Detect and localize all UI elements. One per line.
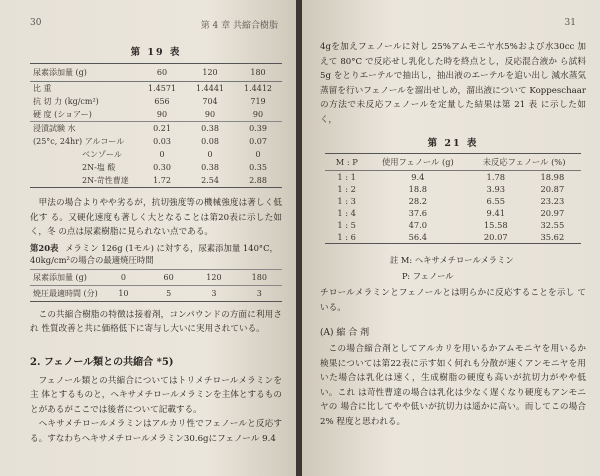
table-row: 1 : 1 9.4 1.78 18.98 xyxy=(337,172,565,182)
paragraph: この場合縮合剤としてアルカリを用いるかアムモニヤを用いるか 検果については第22表に示す如く何れも分散が速くアンモニヤを用いた場合は乳化は速く，生成樹脂の硬度も高いが抗切力がやや低い。これ は苛性曹達の場合は乳化は少なく遅くなり硬度もアンモニヤの 場合に比してやや低いが抗切力は遥かに高い。而してこの場合 2% 程度と思われる。 xyxy=(320,344,586,427)
table-19 xyxy=(30,63,282,188)
note-p: P: フェノール xyxy=(402,271,454,281)
table-row: 尿素添加量 (g) 60 120 180 xyxy=(30,64,282,82)
table-row: 尿素添加量 (g) 0 60 120 180 xyxy=(30,269,282,285)
paragraph: チロールメラミンとフェノールとは明らかに反応することを示し ている。 xyxy=(320,288,586,313)
table-20-label: 第20表 xyxy=(30,242,59,253)
note-m: 註 M: ヘキサメチロールメラミン xyxy=(390,255,514,265)
table-row: 比 重 1.4571 1.4441 1.4412 xyxy=(33,84,272,93)
right-running-head xyxy=(320,18,586,40)
section-heading: 2. フェノール類との共縮合 *5) xyxy=(30,356,174,368)
table-row: 2N-塩 酸 0.30 0.38 0.35 xyxy=(82,163,267,172)
table-row: 1 : 4 37.6 9.41 20.97 xyxy=(337,208,565,218)
table-row: 2N-苛性曹達 1.72 2.54 2.88 xyxy=(82,176,267,185)
right-page xyxy=(302,0,600,476)
table-row: ベンゾール 0 0 0 xyxy=(82,150,261,159)
table-row: 1 : 6 56.4 20.07 35.62 xyxy=(337,232,565,242)
table-19-title: 第 19 表 xyxy=(130,47,182,58)
table-21-notes xyxy=(390,252,586,284)
left-page xyxy=(0,0,296,476)
table-21 xyxy=(325,153,580,244)
table-row: 焼圧最適時間 (分) 10 5 3 3 xyxy=(30,285,282,301)
table-row: M : P 使用フェノール (g) 未反応フェノール (%) xyxy=(325,154,580,171)
table-20 xyxy=(30,269,282,302)
table-row: 硬 度 (ショアー) 90 90 90 xyxy=(33,110,264,119)
table-row: (25°c, 24hr) アルコール 0.03 0.08 0.07 xyxy=(33,137,267,146)
table-row: 1 : 3 28.2 6.55 23.23 xyxy=(337,196,565,206)
table-20-caption xyxy=(30,242,282,266)
subsection-heading: (A) 縮 合 剤 xyxy=(320,328,370,338)
table-row: 1 : 5 47.0 15.58 32.55 xyxy=(337,220,565,230)
table-21-title: 第 21 表 xyxy=(427,138,479,149)
paragraph: フェノール類との共縮合についてはトリメチロールメラミンを主 体とするものと，ヘキサメチロールメラミンを主体とするものとがあるがここでは後者について記載する。 xyxy=(30,375,282,415)
table-row: 浸漬試験 水 0.21 0.38 0.39 xyxy=(30,122,282,136)
paragraph: 4gを加えフェノールに対し 25%アムモニヤ水5%および水30cc 加えて 80°C で反応せし乳化した時を終点とし，反応混合液か ら試料 5g をとりエーテルで抽出し，抽出液のエーテルを追い出し 減水蒸気蒸留を行いフェノールを溜出せしめ，溜出液について Koppeschaar の方法で未反応フェノールを定量した結果は第 21 表 に示した如く， xyxy=(320,42,586,125)
right-page-number: 31 xyxy=(564,18,576,28)
left-running-head xyxy=(30,18,282,40)
chapter-header: 第 4 章 共縮合樹脂 xyxy=(200,21,278,31)
table-row: 抗 切 力 (kg/cm²) 656 704 719 xyxy=(33,97,266,106)
table-20-caption-text: メラミン 126g (1モル) に対する，尿素添加量 140°C，40kg/cm²の場合の最適焼圧時間 xyxy=(30,242,278,265)
left-page-number: 30 xyxy=(30,18,42,28)
paragraph: 甲法の場合よりやや劣るが，抗切強度等の機械強度は著しく低化す る。又硬化速度も著しく大となることは第20表に示した如く，冬 の点は尿素樹脂に見られない点である。 xyxy=(30,198,282,237)
paragraph: ヘキサメチロールメラミンはアルカリ性でフェノールと反応す る。すなわちヘキサメチロールメラミン30.6gにフェノール 9.4 xyxy=(30,419,282,444)
paragraph: この共縮合樹脂の特徴は接着剤，コンパウンドの方面に利用され 性質改善と共に価格低下に寄与し大いに実用されている。 xyxy=(30,309,282,334)
table-row: 1 : 2 18.8 3.93 20.87 xyxy=(337,184,565,194)
